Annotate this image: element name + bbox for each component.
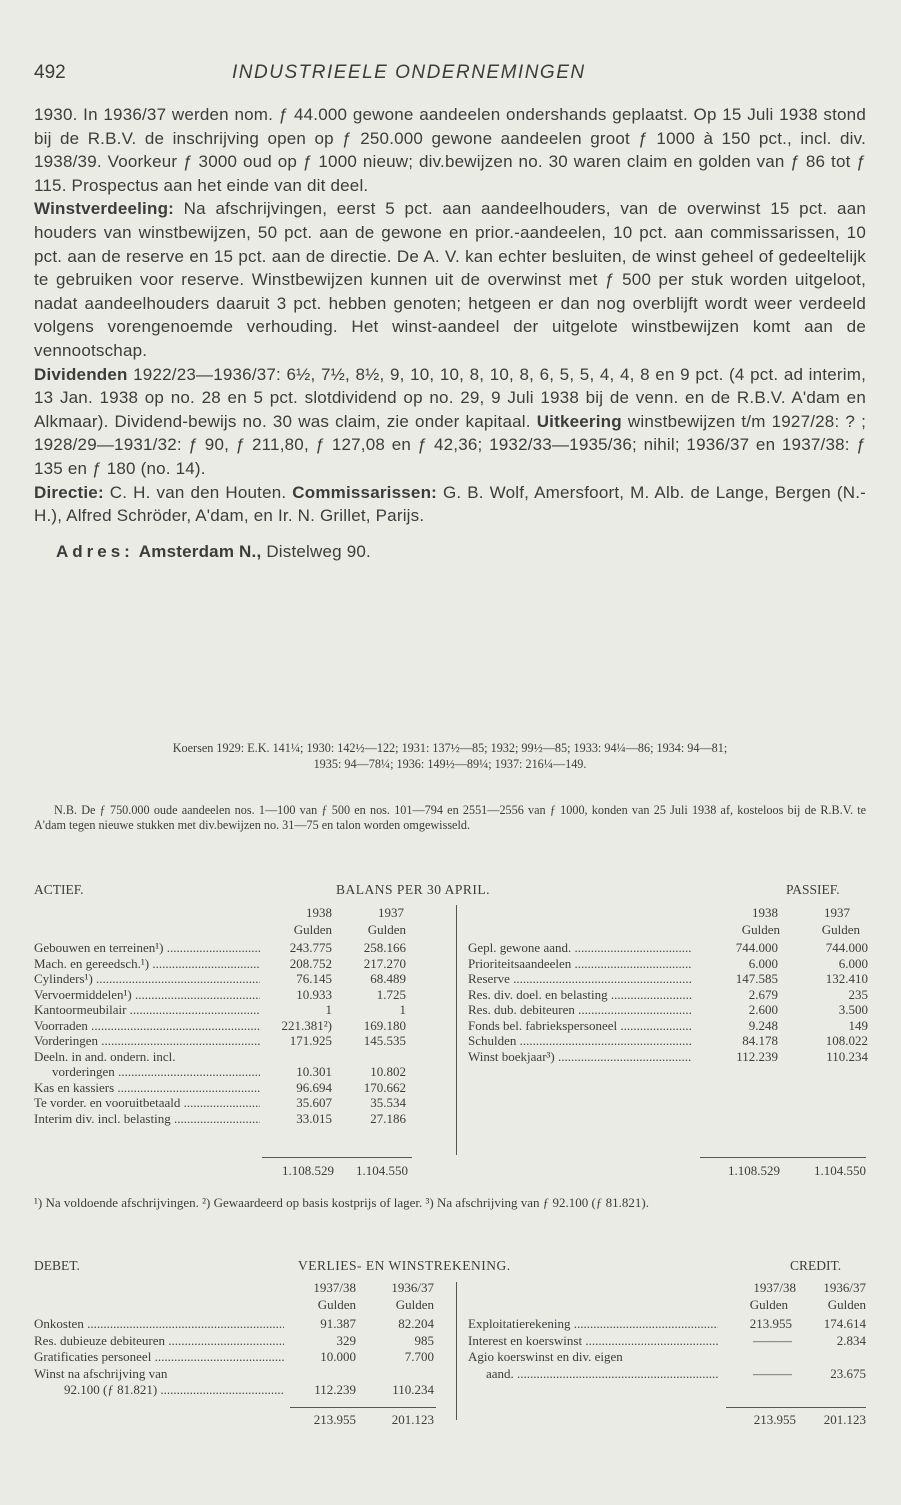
directie-label: Directie: (34, 482, 104, 502)
credit-row-value-1: ——— (753, 1332, 792, 1348)
passief-row-value-2: 110.234 (826, 1048, 868, 1064)
debet-row-value-1: 112.239 (314, 1382, 356, 1397)
debet-row-label: 92.100 (ƒ 81.821) ..... (34, 1382, 284, 1398)
actief-row-value-2: 10.802 (370, 1064, 406, 1079)
directie-text: C. H. van den Houten. (103, 482, 293, 502)
running-title: INDUSTRIEELE ONDERNEMINGEN (232, 62, 586, 83)
actief-row-label: Gebouwen en terreinen¹) ..... (34, 940, 260, 956)
actief-total-1938: 1.108.529 (282, 1163, 334, 1178)
debet-total-rule (290, 1407, 436, 1408)
page-number: 492 (34, 62, 66, 83)
passief-row-label: Winst boekjaar³) ..... (468, 1049, 692, 1065)
debet-row-value-2: 82.204 (398, 1316, 434, 1331)
actief-row-label: Deeln. in and. ondern. incl. (34, 1048, 176, 1064)
credit-row-value-1: ——— (753, 1365, 792, 1381)
passief-row-label: Res. dub. debiteuren ..... (468, 1002, 692, 1018)
passief-row-value-1: 2.600 (748, 1002, 778, 1017)
actief-row-value-2: 169.180 (363, 1017, 406, 1033)
actief-unit-1938: Gulden (293, 922, 332, 937)
passief-row-label: Gepl. gewone aand. ..... (468, 940, 692, 956)
passief-row-value-2: 6.000 (838, 955, 868, 971)
koersen-line-2: 1935: 94—78¼; 1936: 149½—89¼; 1937: 216¼—149. (313, 757, 587, 771)
actief-row-value-1: 243.775 (289, 940, 332, 955)
credit-year-1: 1937/38 (753, 1280, 796, 1295)
nb-label: N.B. (54, 803, 78, 817)
debet-row-value-1: 91.387 (320, 1316, 356, 1331)
actief-row-value-2: 258.166 (363, 940, 406, 955)
credit-unit-2: Gulden (827, 1297, 866, 1312)
passief-unit-1938: Gulden (741, 922, 780, 937)
passief-row-value-1: 112.239 (736, 1048, 778, 1064)
passief-row-value-1: 84.178 (742, 1033, 778, 1048)
passief-row-value-2: 149 (848, 1017, 868, 1033)
debet-unit-2: Gulden (395, 1297, 434, 1312)
actief-heading: ACTIEF. (34, 882, 84, 897)
passief-row-value-1: 9.248 (748, 1017, 778, 1033)
debet-row-value-2: 110.234 (392, 1382, 434, 1397)
actief-row-label: Kas en kassiers ..... (34, 1080, 260, 1096)
credit-row-value-2: 2.834 (836, 1332, 866, 1348)
debet-total-1: 213.955 (313, 1412, 356, 1427)
actief-row-label: Mach. en gereedsch.¹) ..... (34, 956, 260, 972)
credit-heading: CREDIT. (790, 1258, 842, 1273)
actief-year-1937: 1937 (378, 905, 404, 920)
actief-row-value-1: 221.381²) (281, 1017, 332, 1033)
credit-row-label: Agio koerswinst en div. eigen (468, 1349, 623, 1364)
actief-row-value-2: 145.535 (363, 1033, 406, 1048)
passief-row-label: Reserve ..... (468, 971, 692, 987)
passief-year-1938: 1938 (752, 905, 778, 920)
passief-year-1937: 1937 (824, 905, 850, 920)
passief-row-value-2: 3.500 (838, 1002, 868, 1017)
actief-row-label: Voorraden ..... (34, 1018, 260, 1034)
actief-row-value-2: 1 (399, 1002, 406, 1017)
balance-title: BALANS PER 30 APRIL. (336, 882, 491, 897)
dividenden-label: Dividenden (34, 364, 128, 384)
passief-row-value-2: 744.000 (825, 940, 868, 955)
credit-total-2: 201.123 (823, 1412, 866, 1427)
passief-heading: PASSIEF. (786, 882, 840, 897)
passief-row-value-2: 132.410 (825, 971, 868, 986)
credit-unit-1: Gulden (749, 1297, 788, 1312)
actief-row-value-1: 96.694 (296, 1079, 332, 1095)
debet-row-label: Res. dubieuze debiteuren ..... (34, 1333, 284, 1349)
actief-row-value-1: 33.015 (296, 1110, 332, 1126)
credit-row-label: Exploitatierekening ..... (468, 1316, 718, 1332)
credit-year-2: 1936/37 (823, 1280, 866, 1295)
actief-row-label: Kantoormeubilair ..... (34, 1002, 260, 1018)
actief-row-value-1: 10.933 (296, 986, 332, 1002)
actief-row-label: Cylinders¹) ..... (34, 971, 260, 987)
debet-row-label: Onkosten ..... (34, 1316, 284, 1332)
winstverdeeling-text: Na afschrijvingen, eerst 5 pct. aan aandeelhouders, van de overwinst 15 pct. aan houders van winstbewijzen, 50 pct. aan de gewone en prior.-aandeelen, 10 pct. aan commissarissen, 10 pct. aan de reserve en 15 pct. aan de directie. De A. V. kan echter besluiten, de winst geheel of gedeeltelijk te gebruiken voor reserve. Winstbewijzen kunnen uit de overwinst met ƒ 500 per stuk worden uitgeloot, nadat aandeelhouders daaruit 3 pct. hebben genoten; hetgeen er dan nog overblijft wordt weer verdeeld volgens vorengenoemde verhouding. Het winst-aandeel der uitgelote winstbewijzen komt aan de vennootschap. (34, 199, 866, 360)
actief-total-1937: 1.104.550 (356, 1163, 408, 1178)
actief-row-value-2: 68.489 (370, 971, 406, 986)
actief-row-value-2: 217.270 (363, 955, 406, 971)
actief-row-value-1: 76.145 (296, 971, 332, 986)
balance-footnote: ¹) Na voldoende afschrijvingen. ²) Gewaardeerd op basis kostprijs of lager. ³) Na afschrijving van ƒ 92.100 (ƒ 81.821). (34, 1195, 649, 1210)
passief-row-label: Schulden ..... (468, 1033, 692, 1049)
passief-row-label: Prioriteitsaandeelen ..... (468, 956, 692, 972)
credit-total-rule (726, 1407, 866, 1408)
paragraph-issue: 1930. In 1936/37 werden nom. ƒ 44.000 gewone aandeelen ondershands geplaatst. Op 15 Juli 1938 stond bij de R.B.V. de inschrijving open op ƒ 250.000 gewone aandeelen groot ƒ 1000 à 150 pct., incl. div. 1938/39. Voorkeur ƒ 3000 oud op ƒ 1000 nieuw; div.bewijzen no. 30 waren claim en golden van ƒ 86 tot ƒ 115. Prospectus aan het einde van dit deel. (34, 105, 866, 195)
passief-row-value-1: 744.000 (735, 940, 778, 955)
passief-row-value-1: 2.679 (748, 986, 778, 1002)
passief-row-value-1: 6.000 (748, 955, 778, 971)
actief-row-value-1: 10.301 (296, 1064, 332, 1079)
credit-row-label: aand. ..... (468, 1366, 718, 1382)
debet-unit-1: Gulden (317, 1297, 356, 1312)
profit-loss-divider (456, 1282, 457, 1420)
commissarissen-text: G. B. Wolf, Amersfoort, M. Alb. de Lange, Bergen (N.-H.), Alfred Schröder, A'dam, en Ir. N. Grillet, Parijs. (34, 482, 866, 526)
actief-year-1938: 1938 (306, 905, 332, 920)
actief-unit-1937: Gulden (367, 922, 406, 937)
actief-row-value-1: 35.607 (296, 1095, 332, 1110)
commissarissen-label: Commissarissen: (292, 482, 438, 502)
debet-row-value-2: 7.700 (404, 1349, 434, 1364)
passief-unit-1937: Gulden (821, 922, 860, 937)
actief-row-label: Vorderingen ..... (34, 1033, 260, 1049)
winstverdeeling-label: Winstverdeeling: (34, 199, 175, 219)
credit-row-value-1: 213.955 (749, 1316, 792, 1331)
credit-total-1: 213.955 (753, 1412, 796, 1427)
credit-row-value-2: 174.614 (823, 1316, 866, 1331)
actief-row-label: Te vorder. en vooruitbetaald ..... (34, 1095, 260, 1111)
debet-heading: DEBET. (34, 1258, 80, 1273)
actief-row-value-2: 1.725 (376, 986, 406, 1002)
debet-year-1: 1937/38 (313, 1280, 356, 1295)
debet-year-2: 1936/37 (391, 1280, 434, 1295)
debet-total-2: 201.123 (391, 1412, 434, 1427)
nb-text: De ƒ 750.000 oude aandeelen nos. 1—100 van ƒ 500 en nos. 101—794 en 2551—2556 van ƒ 1000, konden van 25 Juli 1938 af, kosteloos bij de R.B.V. te A'dam tegen nieuwe stukken met div.bewijzen no. 31—75 en talon worden omgewisseld. (34, 803, 866, 832)
koersen-line-1: Koersen 1929: E.K. 141¼; 1930: 142½—122; 1931: 137½—85; 1932; 99½—85; 1933: 94¼—86; 1934: 94—81; (172, 741, 728, 755)
adres-city: Amsterdam N., (138, 541, 262, 561)
passief-row-value-2: 235 (848, 986, 868, 1002)
adres-label: Adres: (56, 541, 134, 561)
actief-row-label: Interim div. incl. belasting ..... (34, 1111, 260, 1127)
profit-loss-title: VERLIES- EN WINSTREKENING. (298, 1258, 511, 1273)
actief-row-label: Vervoermiddelen¹) ..... (34, 987, 260, 1003)
credit-row-value-2: 23.675 (830, 1365, 866, 1381)
dividenden-text: 1922/23—1936/37: 6½, 7½, 8½, 9, 10, 10, 8, 10, 8, 6, 5, 5, 4, 4, 8 en 9 pct. (4 pct. ad interim, 13 Jan. 1938 op no. 28 en 5 pct. slotdividend op no. 29, 9 Juli 1938 bij de venn. en de R.B.V. A'dam en Alkmaar). Dividend-bewijs no. 30 was claim, zie onder kapitaal. (34, 364, 866, 431)
debet-row-label: Gratificaties personeel ..... (34, 1349, 284, 1365)
actief-row-value-1: 208.752 (289, 955, 332, 971)
actief-row-value-2: 35.534 (370, 1095, 406, 1110)
actief-row-value-1: 1 (325, 1002, 332, 1017)
actief-row-label: vorderingen ..... (34, 1064, 260, 1080)
uitkeering-text: winstbewijzen t/m 1927/28: ? ; 1928/29—1931/32: ƒ 90, ƒ 211,80, ƒ 127,08 en ƒ 42,36; 1932/33—1935/36; nihil; 1936/37 en 1937/38: ƒ 135 en ƒ 180 (no. 14). (34, 411, 867, 478)
actief-row-value-2: 170.662 (363, 1079, 406, 1095)
debet-row-value-1: 10.000 (320, 1349, 356, 1364)
passief-total-1937: 1.104.550 (814, 1163, 866, 1178)
passief-total-1938: 1.108.529 (728, 1163, 780, 1178)
passief-row-label: Res. div. doel. en belasting ..... (468, 987, 692, 1003)
actief-row-value-2: 27.186 (370, 1110, 406, 1126)
passief-row-label: Fonds bel. fabriekspersoneel ..... (468, 1018, 692, 1034)
adres-street: Distelweg 90. (261, 541, 371, 561)
credit-row-label: Interest en koerswinst ..... (468, 1333, 718, 1349)
debet-row-label: Winst na afschrijving van (34, 1365, 168, 1381)
uitkeering-label: Uitkeering (536, 411, 622, 431)
actief-row-value-1: 171.925 (289, 1033, 332, 1048)
passief-row-value-2: 108.022 (825, 1033, 868, 1048)
debet-row-value-2: 985 (414, 1332, 434, 1348)
passief-row-value-1: 147.585 (735, 971, 778, 986)
debet-row-value-1: 329 (336, 1332, 356, 1348)
